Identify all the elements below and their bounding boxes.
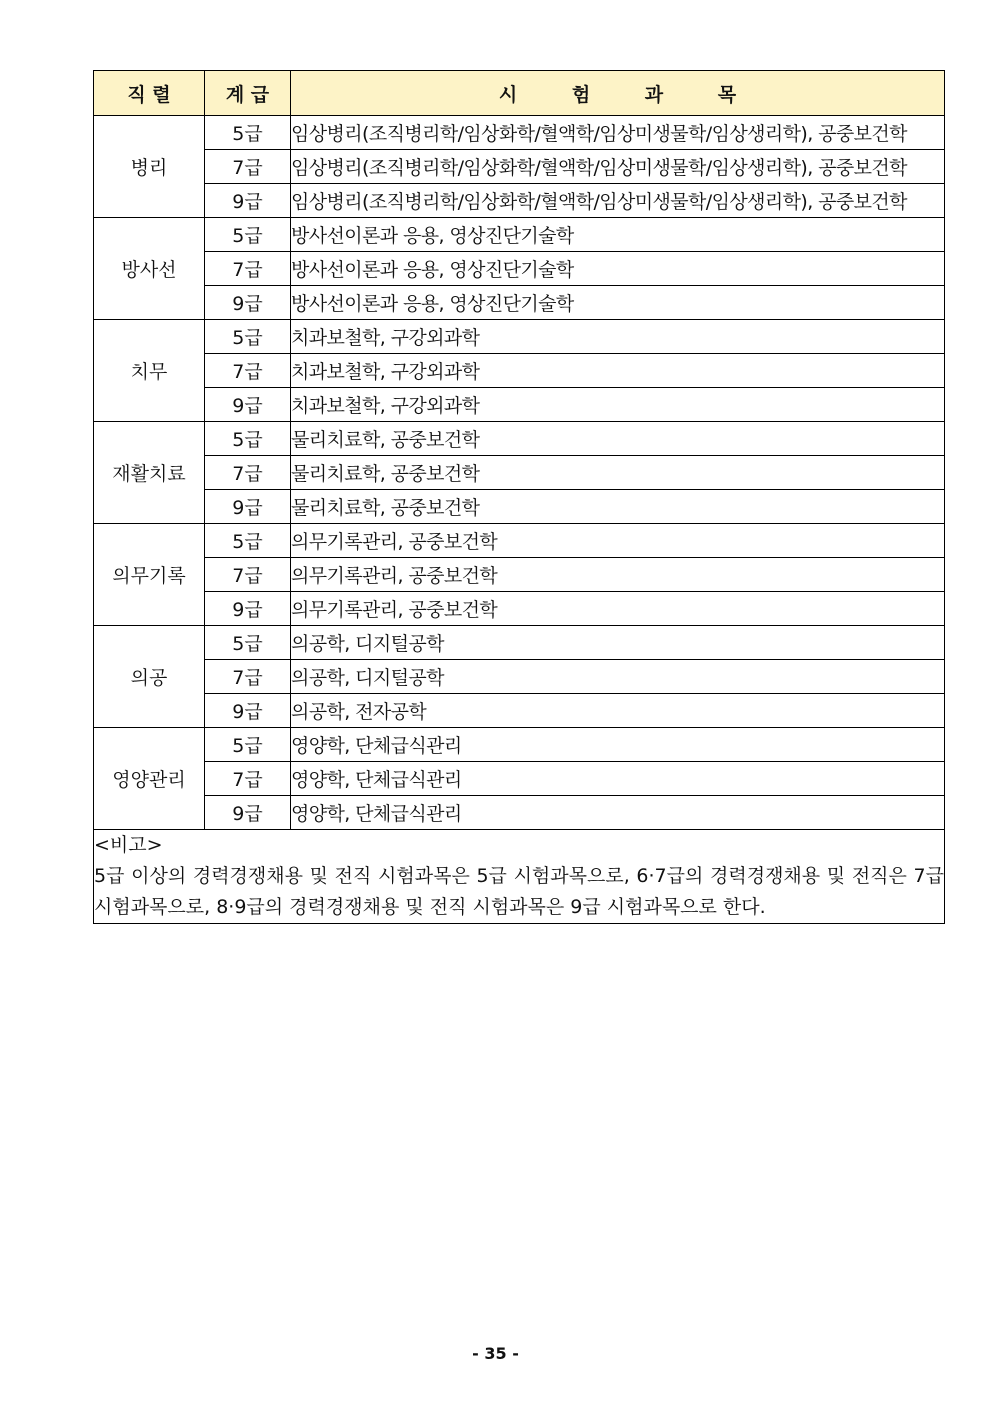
subjects-cell: 의공학, 디지털공학 xyxy=(291,660,945,694)
subjects-cell: 물리치료학, 공중보건학 xyxy=(291,456,945,490)
table-row xyxy=(94,116,945,150)
grade-cell: 5급 xyxy=(205,524,291,558)
grade-cell: 7급 xyxy=(205,354,291,388)
table-row xyxy=(94,626,945,660)
table-row xyxy=(94,524,945,558)
grade-cell: 9급 xyxy=(205,796,291,830)
subjects-cell: 영양학, 단체급식관리 xyxy=(291,796,945,830)
grade-cell: 7급 xyxy=(205,456,291,490)
grade-cell: 9급 xyxy=(205,490,291,524)
note-row xyxy=(94,830,945,924)
grade-cell: 7급 xyxy=(205,660,291,694)
subjects-cell: 방사선이론과 응용, 영상진단기술학 xyxy=(291,286,945,320)
grade-cell: 7급 xyxy=(205,252,291,286)
subjects-cell: 치과보철학, 구강외과학 xyxy=(291,320,945,354)
note-text: 5급 이상의 경력경쟁채용 및 전직 시험과목은 5급 시험과목으로, 6·7급의 경력경쟁채용 및 전직은 7급 시험과목으로, 8·9급의 경력경쟁채용 및 전직 시험과목은 9급 시험과목으로 한다. xyxy=(94,865,944,918)
grade-cell: 5급 xyxy=(205,320,291,354)
subjects-cell: 방사선이론과 응용, 영상진단기술학 xyxy=(291,252,945,286)
subjects-cell: 치과보철학, 구강외과학 xyxy=(291,388,945,422)
header-category: 직 렬 xyxy=(94,71,205,116)
category-cell: 의무기록 xyxy=(94,524,205,626)
category-cell: 재활치료 xyxy=(94,422,205,524)
subjects-cell: 의공학, 전자공학 xyxy=(291,694,945,728)
table-row xyxy=(94,456,945,490)
header-subjects: 시 험 과 목 xyxy=(291,71,945,116)
subjects-cell: 영양학, 단체급식관리 xyxy=(291,728,945,762)
grade-cell: 5급 xyxy=(205,728,291,762)
table-row xyxy=(94,660,945,694)
subjects-cell: 의무기록관리, 공중보건학 xyxy=(291,524,945,558)
category-cell: 치무 xyxy=(94,320,205,422)
grade-cell: 5급 xyxy=(205,626,291,660)
header-grade: 계 급 xyxy=(205,71,291,116)
grade-cell: 7급 xyxy=(205,762,291,796)
grade-cell: 5급 xyxy=(205,218,291,252)
table-body xyxy=(94,116,945,924)
grade-cell: 5급 xyxy=(205,422,291,456)
table-row xyxy=(94,388,945,422)
table-row xyxy=(94,762,945,796)
table-row xyxy=(94,796,945,830)
category-cell: 병리 xyxy=(94,116,205,218)
note-cell xyxy=(94,830,945,924)
table-row xyxy=(94,184,945,218)
subjects-cell: 치과보철학, 구강외과학 xyxy=(291,354,945,388)
category-cell: 영양관리 xyxy=(94,728,205,830)
exam-subjects-table xyxy=(93,70,945,924)
subjects-cell: 영양학, 단체급식관리 xyxy=(291,762,945,796)
grade-cell: 7급 xyxy=(205,558,291,592)
subjects-cell: 임상병리(조직병리학/임상화학/혈액학/임상미생물학/임상생리학), 공중보건학 xyxy=(291,116,945,150)
table-row xyxy=(94,592,945,626)
table-row xyxy=(94,320,945,354)
table-row xyxy=(94,354,945,388)
table-row xyxy=(94,422,945,456)
grade-cell: 9급 xyxy=(205,286,291,320)
subjects-cell: 임상병리(조직병리학/임상화학/혈액학/임상미생물학/임상생리학), 공중보건학 xyxy=(291,150,945,184)
grade-cell: 9급 xyxy=(205,388,291,422)
table-row xyxy=(94,286,945,320)
table-row xyxy=(94,694,945,728)
table-row xyxy=(94,252,945,286)
note-title: <비고> xyxy=(94,834,163,856)
grade-cell: 9급 xyxy=(205,592,291,626)
subjects-cell: 방사선이론과 응용, 영상진단기술학 xyxy=(291,218,945,252)
grade-cell: 7급 xyxy=(205,150,291,184)
table-header-row xyxy=(94,71,945,116)
table-row xyxy=(94,490,945,524)
category-cell: 방사선 xyxy=(94,218,205,320)
table-row xyxy=(94,558,945,592)
grade-cell: 9급 xyxy=(205,184,291,218)
subjects-cell: 의무기록관리, 공중보건학 xyxy=(291,592,945,626)
table-row xyxy=(94,150,945,184)
subjects-cell: 의무기록관리, 공중보건학 xyxy=(291,558,945,592)
grade-cell: 5급 xyxy=(205,116,291,150)
table-row xyxy=(94,728,945,762)
subjects-cell: 물리치료학, 공중보건학 xyxy=(291,490,945,524)
subjects-cell: 물리치료학, 공중보건학 xyxy=(291,422,945,456)
grade-cell: 9급 xyxy=(205,694,291,728)
table-row xyxy=(94,218,945,252)
subjects-cell: 의공학, 디지털공학 xyxy=(291,626,945,660)
category-cell: 의공 xyxy=(94,626,205,728)
page-number: - 35 - xyxy=(472,1344,519,1363)
subjects-cell: 임상병리(조직병리학/임상화학/혈액학/임상미생물학/임상생리학), 공중보건학 xyxy=(291,184,945,218)
